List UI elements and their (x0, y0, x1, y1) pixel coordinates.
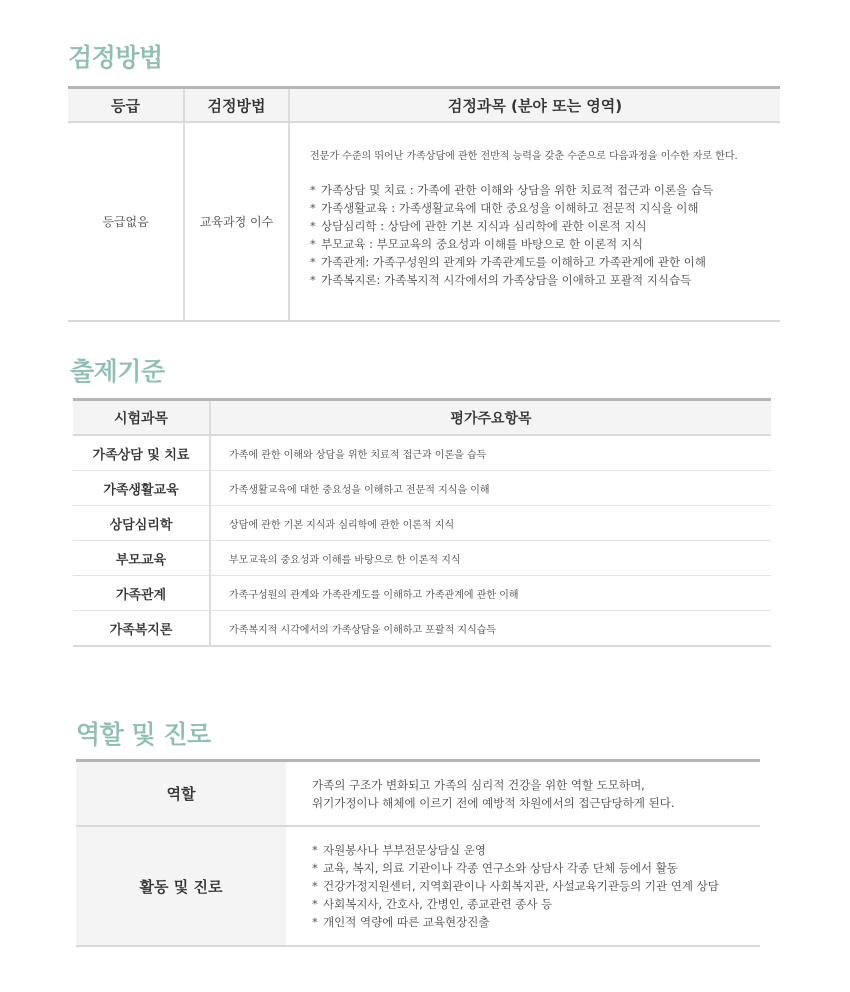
table-row (76, 826, 760, 946)
list-item-text: 자원봉사나 부부전문상담실 운영 (323, 843, 486, 857)
header-evaluation: 평가주요항목 (210, 400, 771, 436)
role-description (286, 761, 760, 827)
table-row (76, 761, 760, 827)
bullet: * (312, 861, 318, 875)
evaluation-cell: 가족복지적 시각에서의 가족상담을 이해하고 포괄적 지식습득 (229, 624, 497, 636)
table-row (73, 435, 771, 471)
list-item-text: 상담심리학 : 상담에 관한 기본 지식과 심리학에 관한 이론적 지식 (321, 219, 647, 233)
list-item (312, 913, 760, 931)
method-cell: 교육과정 이수 (184, 122, 289, 321)
subjects-cell (289, 122, 780, 321)
bullet: * (312, 915, 318, 929)
table-row (73, 541, 771, 576)
header-grade: 등급 (68, 88, 184, 123)
header-subjects: 검정과목 (분야 또는 영역) (289, 88, 780, 123)
table-row (73, 506, 771, 541)
bullet: * (312, 879, 318, 893)
role-career-table (76, 759, 760, 947)
list-item-text: 가족관계: 가족구성원의 관계와 가족관계도를 이해하고 가족관계에 관한 이해 (321, 255, 706, 269)
table-row (73, 611, 771, 647)
list-item-text: 가족상담 및 치료 : 가족에 관한 이해와 상담을 위한 치료적 접근과 이론을 습득 (321, 183, 714, 197)
subject-cell: 가족관계 (73, 576, 210, 611)
list-item (312, 895, 760, 913)
bullet: * (312, 843, 318, 857)
list-item-text: 교육, 복지, 의료 기관이나 각종 연구소와 상담사 각종 단체 등에서 활동 (323, 861, 678, 875)
table-header-row (73, 400, 771, 436)
subject-cell: 가족생활교육 (73, 471, 210, 506)
evaluation-cell: 가족구성원의 관계와 가족관계도를 이해하고 가족관계에 관한 이해 (210, 576, 771, 611)
bullet: * (310, 237, 316, 251)
section-title-criteria: 출제기준 (70, 357, 165, 386)
list-item (310, 217, 780, 235)
list-item (310, 271, 780, 289)
subject-cell: 가족복지론 (73, 611, 210, 647)
list-item-text: 건강가정지원센터, 지역회관이나 사회복지관, 사설교육기관등의 기관 연계 상담 (323, 879, 719, 893)
bullet: * (312, 897, 318, 911)
evaluation-cell: 가족생활교육에 대한 중요성을 이해하고 전문적 지식을 이해 (210, 471, 771, 506)
bullet: * (310, 201, 316, 215)
section-title-exam-method: 검정방법 (68, 43, 163, 72)
list-item (312, 859, 760, 877)
list-item-text: 부모교육 : 부모교육의 중요성과 이해를 바탕으로 한 이론적 지식 (321, 237, 643, 251)
list-item (310, 235, 780, 253)
header-method: 검정방법 (184, 88, 289, 123)
role-line: 가족의 구조가 변화되고 가족의 심리적 건강을 위한 역할 도모하며, (312, 777, 645, 792)
list-item (312, 877, 760, 895)
table-row (68, 122, 780, 321)
career-label: 활동 및 진로 (76, 826, 286, 946)
list-item-text: 개인적 역량에 따른 교육현장진출 (323, 915, 490, 929)
evaluation-cell: 가족에 관한 이해와 상담을 위한 치료적 접근과 이론을 습득 (210, 435, 771, 471)
subjects-intro: 전문가 수준의 뛰어난 가족상담에 관한 전반적 능력을 갖춘 수준으로 다음과정을 이수한 자로 한다. (310, 151, 738, 162)
evaluation-cell: 상담에 관한 기본 지식과 심리학에 관한 이론적 지식 (210, 506, 771, 541)
role-label: 역할 (76, 761, 286, 827)
bullet: * (310, 219, 316, 233)
list-item-text: 사회복지사, 간호사, 간병인, 종교관련 종사 등 (323, 897, 553, 911)
subject-cell: 부모교육 (73, 541, 210, 576)
header-subject: 시험과목 (73, 400, 210, 436)
subject-cell: 상담심리학 (73, 506, 210, 541)
evaluation-cell: 부모교육의 중요성과 이해를 바탕으로 한 이론적 지식 (210, 541, 771, 576)
criteria-table (73, 398, 771, 647)
subjects-list (310, 181, 780, 289)
list-item (310, 181, 780, 199)
table-header-row (68, 88, 780, 123)
role-line: 위기가정이나 해체에 이르기 전에 예방적 차원에서의 접근담당하게 된다. (312, 795, 675, 810)
grade-cell: 등급없음 (102, 215, 149, 229)
bullet: * (310, 183, 316, 197)
subject-cell: 가족상담 및 치료 (73, 435, 210, 471)
table-row (73, 471, 771, 506)
list-item-text: 가족복지론: 가족복지적 시각에서의 가족상담을 이애하고 포괄적 지식습득 (321, 273, 692, 287)
list-item-text: 가족생활교육 : 가족생활교육에 대한 중요성을 이해하고 전문적 지식을 이해 (321, 201, 699, 215)
list-item (310, 253, 780, 271)
bullet: * (310, 255, 316, 269)
table-row (73, 576, 771, 611)
list-item (312, 841, 760, 859)
bullet: * (310, 273, 316, 287)
section-title-role-career: 역할 및 진로 (76, 720, 211, 749)
career-list (286, 826, 760, 946)
exam-method-table (68, 86, 780, 322)
list-item (310, 199, 780, 217)
